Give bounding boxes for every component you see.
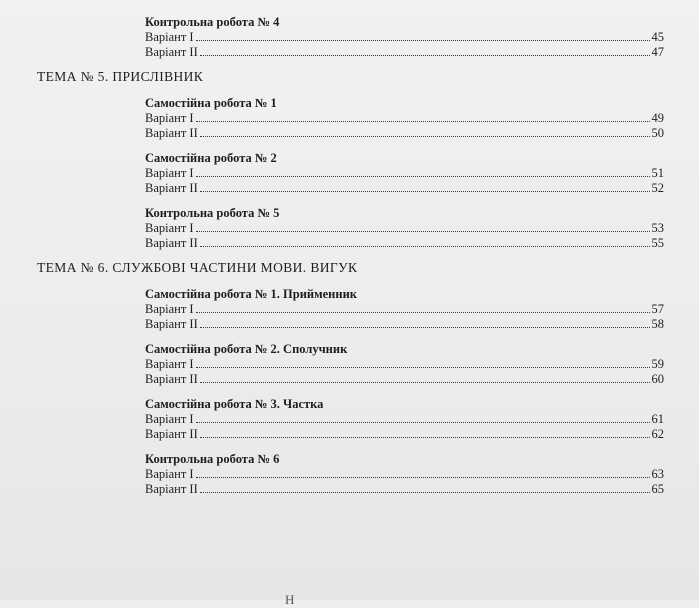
variant-label: Варіант I — [145, 111, 194, 125]
variant-label: Варіант II — [145, 181, 198, 195]
dot-leader — [196, 175, 650, 177]
toc-entry — [145, 317, 664, 332]
work-group — [145, 95, 664, 141]
work-group — [145, 341, 664, 387]
work-title: Контрольна робота № 4 — [145, 15, 280, 29]
variant-label: Варіант II — [145, 45, 198, 59]
dot-leader — [196, 311, 650, 313]
work-group — [145, 286, 664, 332]
toc-entry — [145, 221, 664, 236]
table-of-contents — [0, 14, 699, 506]
page-number: 57 — [651, 302, 664, 316]
toc-entry — [145, 111, 664, 126]
work-group — [145, 14, 664, 60]
dot-leader — [196, 39, 650, 41]
page-number: 50 — [651, 126, 664, 140]
dot-leader — [200, 190, 650, 192]
toc-section — [0, 14, 699, 60]
variant-label: Варіант II — [145, 372, 198, 386]
variant-label: Варіант I — [145, 467, 194, 481]
variant-label: Варіант I — [145, 166, 194, 180]
dot-leader — [200, 245, 650, 247]
work-title: Самостійна робота № 1. Прийменник — [145, 287, 357, 301]
work-title: Контрольна робота № 6 — [145, 452, 280, 466]
page-number: 45 — [651, 30, 664, 44]
work-group — [145, 451, 664, 497]
toc-entry — [145, 302, 664, 317]
dot-leader — [196, 230, 650, 232]
variant-label: Варіант II — [145, 427, 198, 441]
variant-label: Варіант II — [145, 236, 198, 250]
page-number: 52 — [651, 181, 664, 195]
toc-entry — [145, 45, 664, 60]
toc-entry — [145, 236, 664, 251]
work-group — [145, 150, 664, 196]
dot-leader — [196, 421, 650, 423]
work-group — [145, 396, 664, 442]
toc-entry — [145, 181, 664, 196]
dot-leader — [196, 476, 650, 478]
page-number: 61 — [651, 412, 664, 426]
page-number: 53 — [651, 221, 664, 235]
toc-entry — [145, 372, 664, 387]
page-number: 59 — [651, 357, 664, 371]
toc-section — [0, 260, 699, 497]
page-number: 47 — [651, 45, 664, 59]
page-number: 65 — [651, 482, 664, 496]
variant-label: Варіант II — [145, 126, 198, 140]
work-title: Самостійна робота № 2 — [145, 151, 277, 165]
toc-entry — [145, 467, 664, 482]
toc-entry — [145, 357, 664, 372]
toc-section — [0, 69, 699, 251]
variant-label: Варіант I — [145, 30, 194, 44]
page-number: 51 — [651, 166, 664, 180]
dot-leader — [200, 54, 650, 56]
page-footer-fragment: Н — [285, 592, 295, 607]
variant-label: Варіант I — [145, 357, 194, 371]
dot-leader — [196, 120, 650, 122]
toc-entry — [145, 482, 664, 497]
variant-label: Варіант I — [145, 302, 194, 316]
work-title: Контрольна робота № 5 — [145, 206, 280, 220]
toc-entry — [145, 427, 664, 442]
toc-entry — [145, 166, 664, 181]
page-number: 63 — [651, 467, 664, 481]
dot-leader — [196, 366, 650, 368]
dot-leader — [200, 436, 650, 438]
dot-leader — [200, 326, 650, 328]
variant-label: Варіант II — [145, 317, 198, 331]
toc-entry — [145, 412, 664, 427]
toc-entry — [145, 126, 664, 141]
toc-entry — [145, 30, 664, 45]
page-number: 55 — [651, 236, 664, 250]
topic-heading: ТЕМА № 5. ПРИСЛІВНИК — [37, 69, 204, 84]
work-title: Самостійна робота № 1 — [145, 96, 277, 110]
variant-label: Варіант II — [145, 482, 198, 496]
dot-leader — [200, 491, 650, 493]
variant-label: Варіант I — [145, 412, 194, 426]
page-number: 49 — [651, 111, 664, 125]
topic-heading: ТЕМА № 6. СЛУЖБОВІ ЧАСТИНИ МОВИ. ВИГУК — [37, 260, 358, 275]
page-number: 58 — [651, 317, 664, 331]
work-group — [145, 205, 664, 251]
dot-leader — [200, 381, 650, 383]
dot-leader — [200, 135, 650, 137]
page-number: 60 — [651, 372, 664, 386]
work-title: Самостійна робота № 2. Сполучник — [145, 342, 348, 356]
work-title: Самостійна робота № 3. Частка — [145, 397, 324, 411]
variant-label: Варіант I — [145, 221, 194, 235]
page-number: 62 — [651, 427, 664, 441]
